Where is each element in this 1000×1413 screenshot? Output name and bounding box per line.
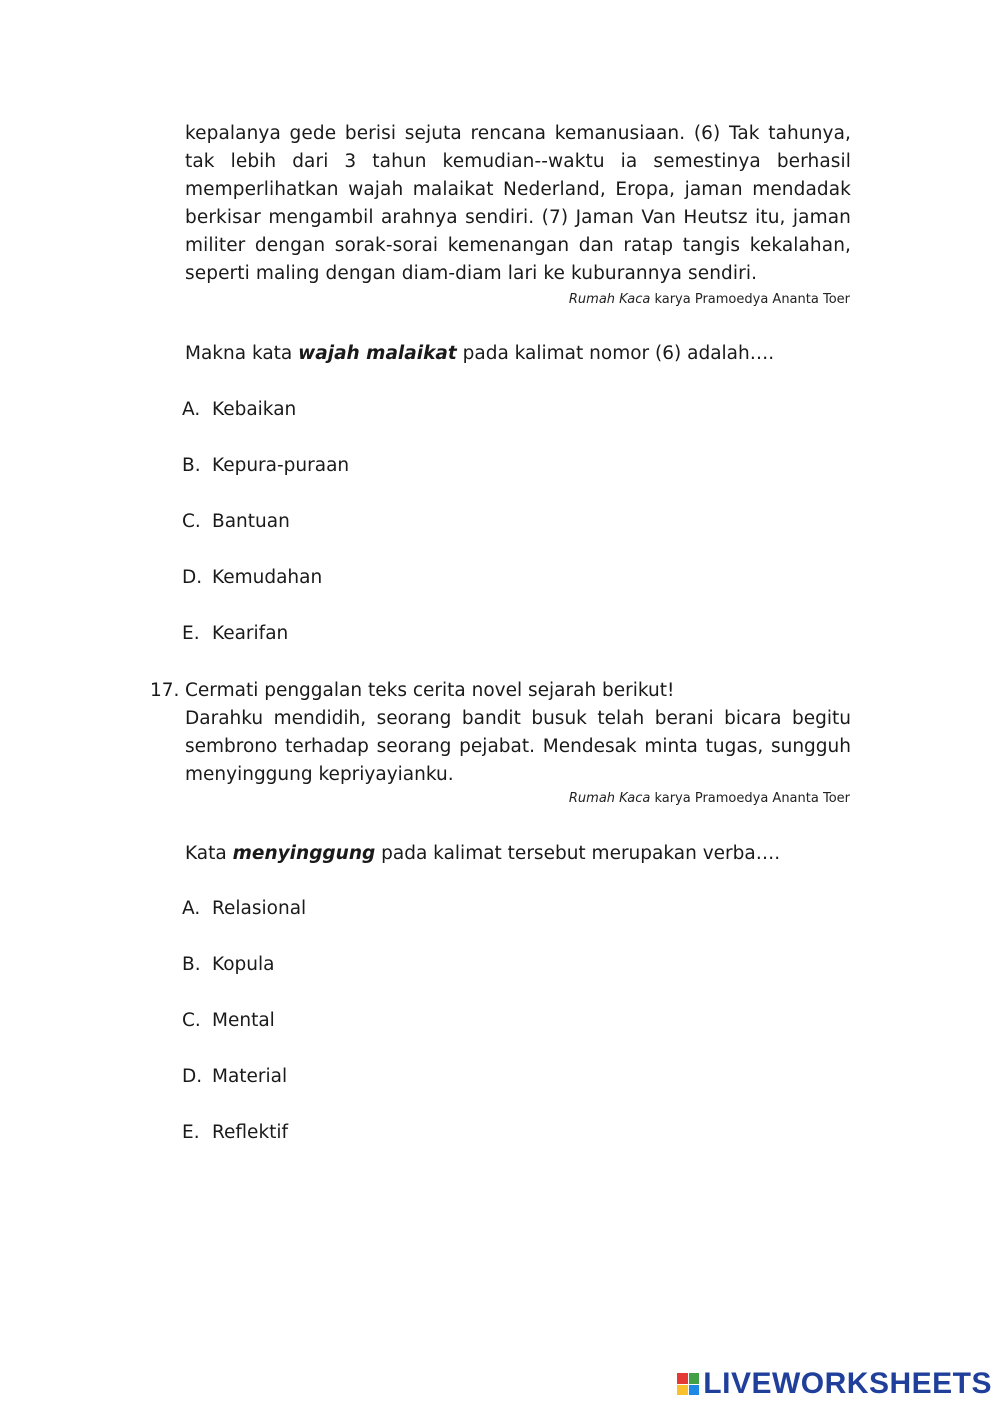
brand-name: LIVEWORKSHEETS — [703, 1367, 992, 1400]
q17-intro: Cermati penggalan teks cerita novel sejarah berikut! — [185, 680, 675, 701]
q17-keyword: menyinggung — [232, 843, 376, 864]
q17-option-a[interactable]: A. Relasional — [182, 898, 307, 919]
q16-option-b[interactable]: B. Kepura-puraan — [182, 455, 350, 476]
q16-option-e[interactable]: E. Kearifan — [182, 623, 289, 644]
q17-option-d[interactable]: D. Material — [182, 1066, 288, 1087]
liveworksheets-logo[interactable] — [677, 1367, 992, 1401]
passage-paragraph: kepalanya gede berisi sejuta rencana kemanusiaan. (6) Tak tahunya, tak lebih dari 3 tahun kemudian--waktu ia semestinya berhasil memperlihatkan wajah malaikat Nederland, Eropa, jaman mendadak berkisar mengambil arahnya sendiri. (7) Jaman Van Heutsz itu, jaman militer dengan sorak-sorai kemenangan dan ratap tangis kekalahan, seperti maling dengan diam-diam lari ke kuburannya sendiri. — [185, 123, 851, 284]
q17-excerpt: Darahku mendidih, seorang bandit busuk telah berani bicara begitu sembrono terhadap seorang pejabat. Mendesak minta tugas, sungguh menyinggung kepriyayianku. — [185, 708, 851, 785]
q17-source — [569, 791, 850, 807]
q16-options — [182, 396, 349, 676]
source-author: karya Pramoedya Ananta Toer — [650, 292, 850, 307]
source-title: Rumah Kaca — [568, 791, 651, 806]
q16-option-a[interactable]: A. Kebaikan — [182, 399, 297, 420]
q17-options — [182, 895, 306, 1175]
q16-keyword: wajah malaikat — [298, 343, 457, 364]
q17-option-c[interactable]: C. Mental — [182, 1010, 275, 1031]
q16-prompt: Makna kata wajah malaikat pada kalimat nomor (6) adalah…. — [185, 343, 775, 364]
source-title: Rumah Kaca — [568, 292, 651, 307]
q16-option-c[interactable]: C. Bantuan — [182, 511, 290, 532]
q17-option-e[interactable]: E. Reflektif — [182, 1122, 289, 1143]
liveworksheets-logo-icon — [677, 1373, 699, 1395]
source-author: karya Pramoedya Ananta Toer — [650, 791, 850, 806]
q17-prompt: Kata menyinggung pada kalimat tersebut merupakan verba…. — [185, 843, 781, 864]
passage-source — [569, 292, 850, 308]
q17-number: 17. — [150, 680, 180, 701]
passage-text — [185, 120, 851, 288]
q17-option-b[interactable]: B. Kopula — [182, 954, 275, 975]
q17-text — [185, 677, 851, 789]
q16-option-d[interactable]: D. Kemudahan — [182, 567, 323, 588]
